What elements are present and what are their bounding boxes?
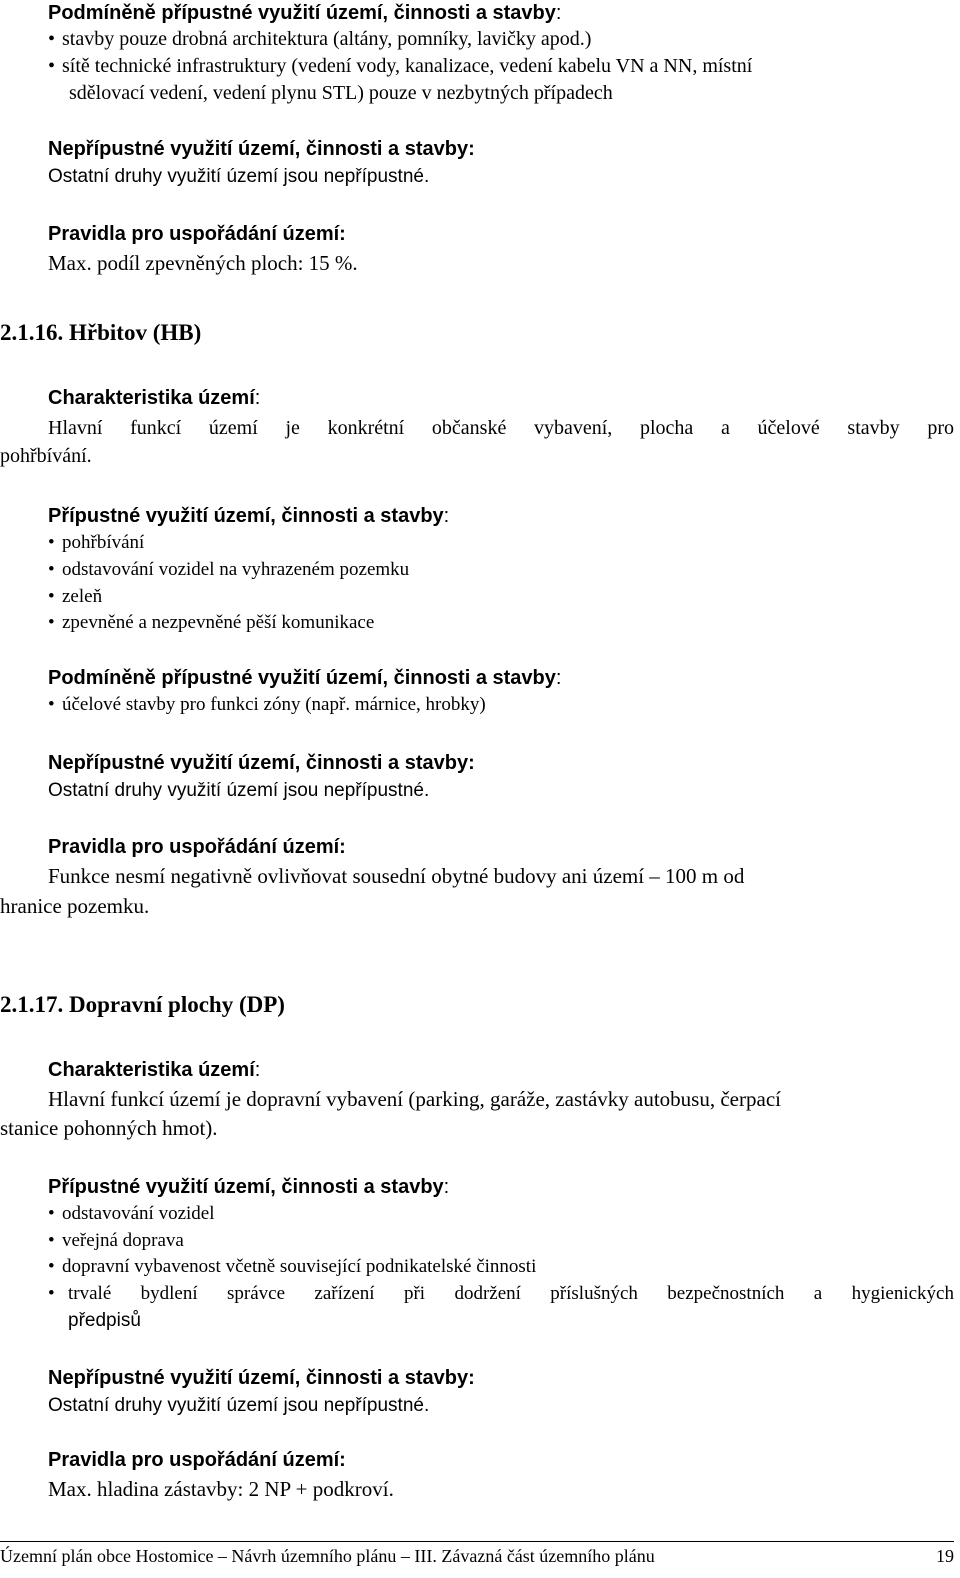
forbidden-heading: Nepřípustné využití území, činnosti a stavby: (48, 752, 475, 774)
allowed-heading: Přípustné využití území, činnosti a stavby: (48, 1176, 450, 1198)
list-item-continuation: sdělovací vedení, vedení plynu STL) pouze v nezbytných případech (69, 82, 613, 104)
list-item-continuation: předpisů (68, 1310, 141, 1331)
conditional-heading: Podmíněně přípustné využití území, činnosti a stavby: (48, 667, 562, 689)
section-title-hb: 2.1.16. Hřbitov (HB) (0, 320, 202, 345)
list-item: • sítě technické infrastruktury (vedení vody, kanalizace, vedení kabelu VN a NN, místní (48, 55, 753, 77)
forbidden-text: Ostatní druhy využití území jsou nepřípustné. (48, 166, 430, 187)
rules-heading: Pravidla pro uspořádání území: (48, 223, 346, 245)
list-item: • veřejná doprava (48, 1230, 184, 1251)
characteristics-text-cont: pohřbívání. (0, 445, 92, 467)
characteristics-heading: Charakteristika území: (48, 1059, 261, 1081)
rules-heading: Pravidla pro uspořádání území: (48, 1449, 346, 1471)
forbidden-heading: Nepřípustné využití území, činnosti a stavby: (48, 138, 475, 160)
list-item: • trvalé bydlení správce zařízení při dodržení příslušných bezpečnostních a hygienických (48, 1283, 954, 1304)
rules-text: Funkce nesmí negativně ovlivňovat sousední obytné budovy ani území – 100 m od (48, 864, 745, 888)
forbidden-text: Ostatní druhy využití území jsou nepřípustné. (48, 780, 430, 801)
characteristics-text: Hlavní funkcí území je dopravní vybavení (parking, garáže, zastávky autobusu, čerpací (48, 1087, 781, 1111)
page-number: 19 (936, 1546, 954, 1566)
allowed-heading: Přípustné využití území, činnosti a stavby: (48, 505, 450, 527)
rules-text: Max. hladina zástavby: 2 NP + podkroví. (48, 1477, 394, 1501)
characteristics-heading: Charakteristika území: (48, 387, 261, 409)
list-item: • účelové stavby pro funkci zóny (např. márnice, hrobky) (48, 694, 486, 715)
characteristics-text: Hlavní funkcí území je konkrétní občanské vybavení, plocha a účelové stavby pro (48, 417, 954, 439)
list-item: • zeleň (48, 586, 103, 607)
forbidden-text: Ostatní druhy využití území jsou nepřípustné. (48, 1395, 430, 1416)
footer-divider (0, 1541, 954, 1542)
list-item: • zpevněné a nezpevněné pěší komunikace (48, 612, 375, 633)
rules-text-cont: hranice pozemku. (0, 894, 150, 918)
list-item: • stavby pouze drobná architektura (altány, pomníky, lavičky apod.) (48, 28, 592, 50)
page-footer (0, 1545, 954, 1567)
list-item: • dopravní vybavenost včetně související podnikatelské činnosti (48, 1256, 537, 1277)
section-title-dp: 2.1.17. Dopravní plochy (DP) (0, 992, 285, 1017)
forbidden-heading: Nepřípustné využití území, činnosti a stavby: (48, 1367, 475, 1389)
list-item: • odstavování vozidel na vyhrazeném pozemku (48, 559, 410, 580)
rules-text: Max. podíl zpevněných ploch: 15 %. (48, 251, 358, 275)
conditional-heading-top: Podmíněně přípustné využití území, činnosti a stavby: (48, 2, 562, 24)
list-item: • pohřbívání (48, 532, 145, 553)
list-item: • odstavování vozidel (48, 1203, 215, 1224)
characteristics-text-cont: stanice pohonných hmot). (0, 1116, 218, 1140)
rules-heading: Pravidla pro uspořádání území: (48, 836, 346, 858)
footer-text: Územní plán obce Hostomice – Návrh územního plánu – III. Závazná část územního plánu (0, 1546, 655, 1566)
